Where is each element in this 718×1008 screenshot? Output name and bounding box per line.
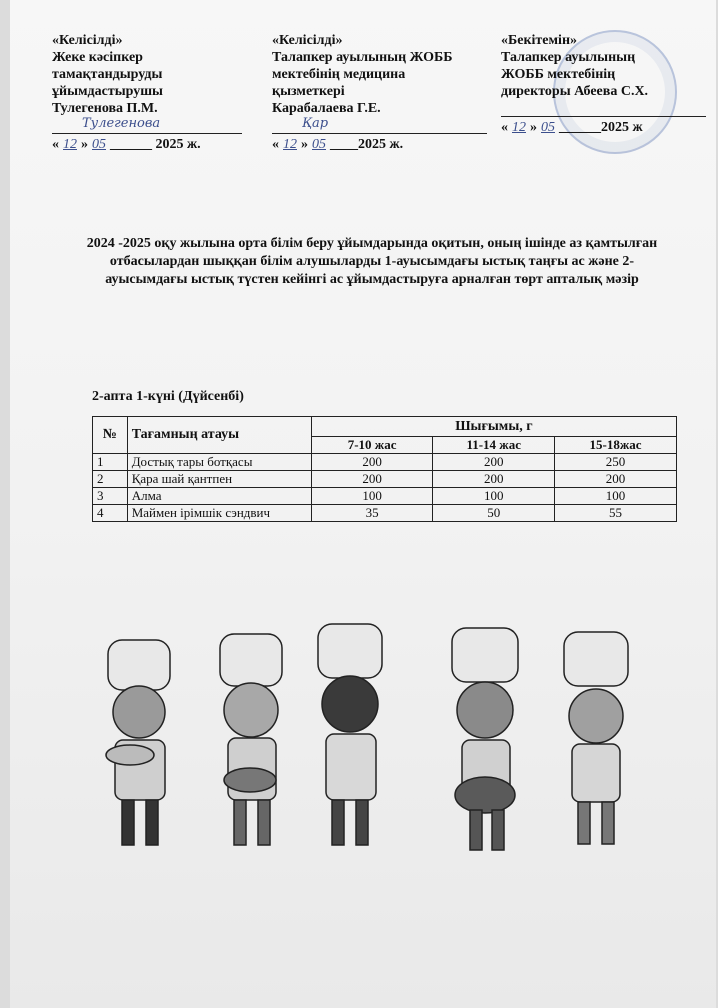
yield-value: 55 bbox=[555, 505, 677, 522]
yield-value: 200 bbox=[433, 454, 555, 471]
approval-block-entrepreneur bbox=[52, 32, 242, 153]
handwritten-signature: Қар bbox=[302, 116, 329, 131]
signature-line bbox=[52, 116, 242, 134]
yield-value: 100 bbox=[555, 488, 677, 505]
menu-table bbox=[92, 416, 677, 522]
table-row bbox=[93, 454, 677, 471]
yield-value: 200 bbox=[433, 471, 555, 488]
signature-line bbox=[501, 102, 706, 117]
approval-block-director bbox=[501, 32, 706, 136]
approval-line: Талапкер ауылының ЖОББ bbox=[272, 50, 453, 65]
row-number: 2 bbox=[93, 471, 128, 488]
header-age-group: 11-14 жас bbox=[433, 437, 555, 454]
yield-value: 50 bbox=[433, 505, 555, 522]
document-title: 2024 -2025 оқу жылына орта білім беру ұйымдарында оқитын, оның ішінде аз қамтылған отбасылардан шыққан білім алушыларды 1-ауысымдағы ыстық таңғы ас және 2-ауысымдағы ыстық түстен кейінгі ас ұйымдастыруға арналған төрт апталық мәзір bbox=[86, 236, 658, 287]
approval-line: ұйымдастырушы bbox=[52, 84, 163, 99]
approval-line: тамақтандыруды bbox=[52, 67, 163, 82]
yield-value: 100 bbox=[433, 488, 555, 505]
dish-name: Қара шай қантпен bbox=[127, 471, 311, 488]
approval-line: ЖОББ мектебінің bbox=[501, 67, 616, 82]
yield-value: 200 bbox=[311, 454, 433, 471]
dish-name: Достық тары ботқасы bbox=[127, 454, 311, 471]
approval-title: «Келісілді» bbox=[272, 33, 343, 48]
approval-block-medical bbox=[272, 32, 487, 153]
approval-line: Талапкер ауылының bbox=[501, 50, 636, 65]
approval-line: Жеке кәсіпкер bbox=[52, 50, 143, 65]
signature-line bbox=[272, 116, 487, 134]
yield-value: 200 bbox=[311, 471, 433, 488]
table-row bbox=[93, 505, 677, 522]
table-row bbox=[93, 488, 677, 505]
document-page bbox=[10, 0, 716, 1008]
header-number: № bbox=[93, 417, 128, 454]
header-dish-name: Тағамның атауы bbox=[127, 417, 311, 454]
approval-date: « 12 » 05 ______ 2025 ж. bbox=[52, 137, 201, 152]
approval-line: мектебінің медицина bbox=[272, 67, 406, 82]
yield-value: 200 bbox=[555, 471, 677, 488]
chef-child-2 bbox=[220, 634, 282, 845]
approval-line: директоры Абеева С.Х. bbox=[501, 84, 649, 99]
chef-child-1 bbox=[106, 640, 170, 845]
table-row bbox=[93, 471, 677, 488]
table-header-row bbox=[93, 417, 677, 437]
day-label: 2-апта 1-күні (Дүйсенбі) bbox=[92, 389, 244, 404]
handwritten-signature: Тулегенова bbox=[82, 116, 161, 131]
dish-name: Алма bbox=[127, 488, 311, 505]
yield-value: 35 bbox=[311, 505, 433, 522]
row-number: 1 bbox=[93, 454, 128, 471]
header-age-group: 7-10 жас bbox=[311, 437, 433, 454]
header-yield: Шығымы, г bbox=[311, 417, 676, 437]
approval-line: қызметкері bbox=[272, 84, 345, 99]
approval-line: Карабалаева Г.Е. bbox=[272, 101, 381, 116]
chef-child-4 bbox=[452, 628, 518, 850]
approval-title: «Келісілді» bbox=[52, 33, 123, 48]
chef-child-5 bbox=[564, 632, 628, 844]
row-number: 4 bbox=[93, 505, 128, 522]
row-number: 3 bbox=[93, 488, 128, 505]
chef-child-3 bbox=[318, 624, 382, 845]
chef-children-illustration bbox=[90, 620, 650, 870]
approval-date: « 12 » 05 ______2025 ж bbox=[501, 120, 643, 135]
approval-title: «Бекітемін» bbox=[501, 33, 578, 48]
header-age-group: 15-18жас bbox=[555, 437, 677, 454]
approval-date: « 12 » 05 ____2025 ж. bbox=[272, 137, 404, 152]
approval-line: Тулегенова П.М. bbox=[52, 101, 158, 116]
yield-value: 100 bbox=[311, 488, 433, 505]
yield-value: 250 bbox=[555, 454, 677, 471]
dish-name: Маймен ірімшік сэндвич bbox=[127, 505, 311, 522]
